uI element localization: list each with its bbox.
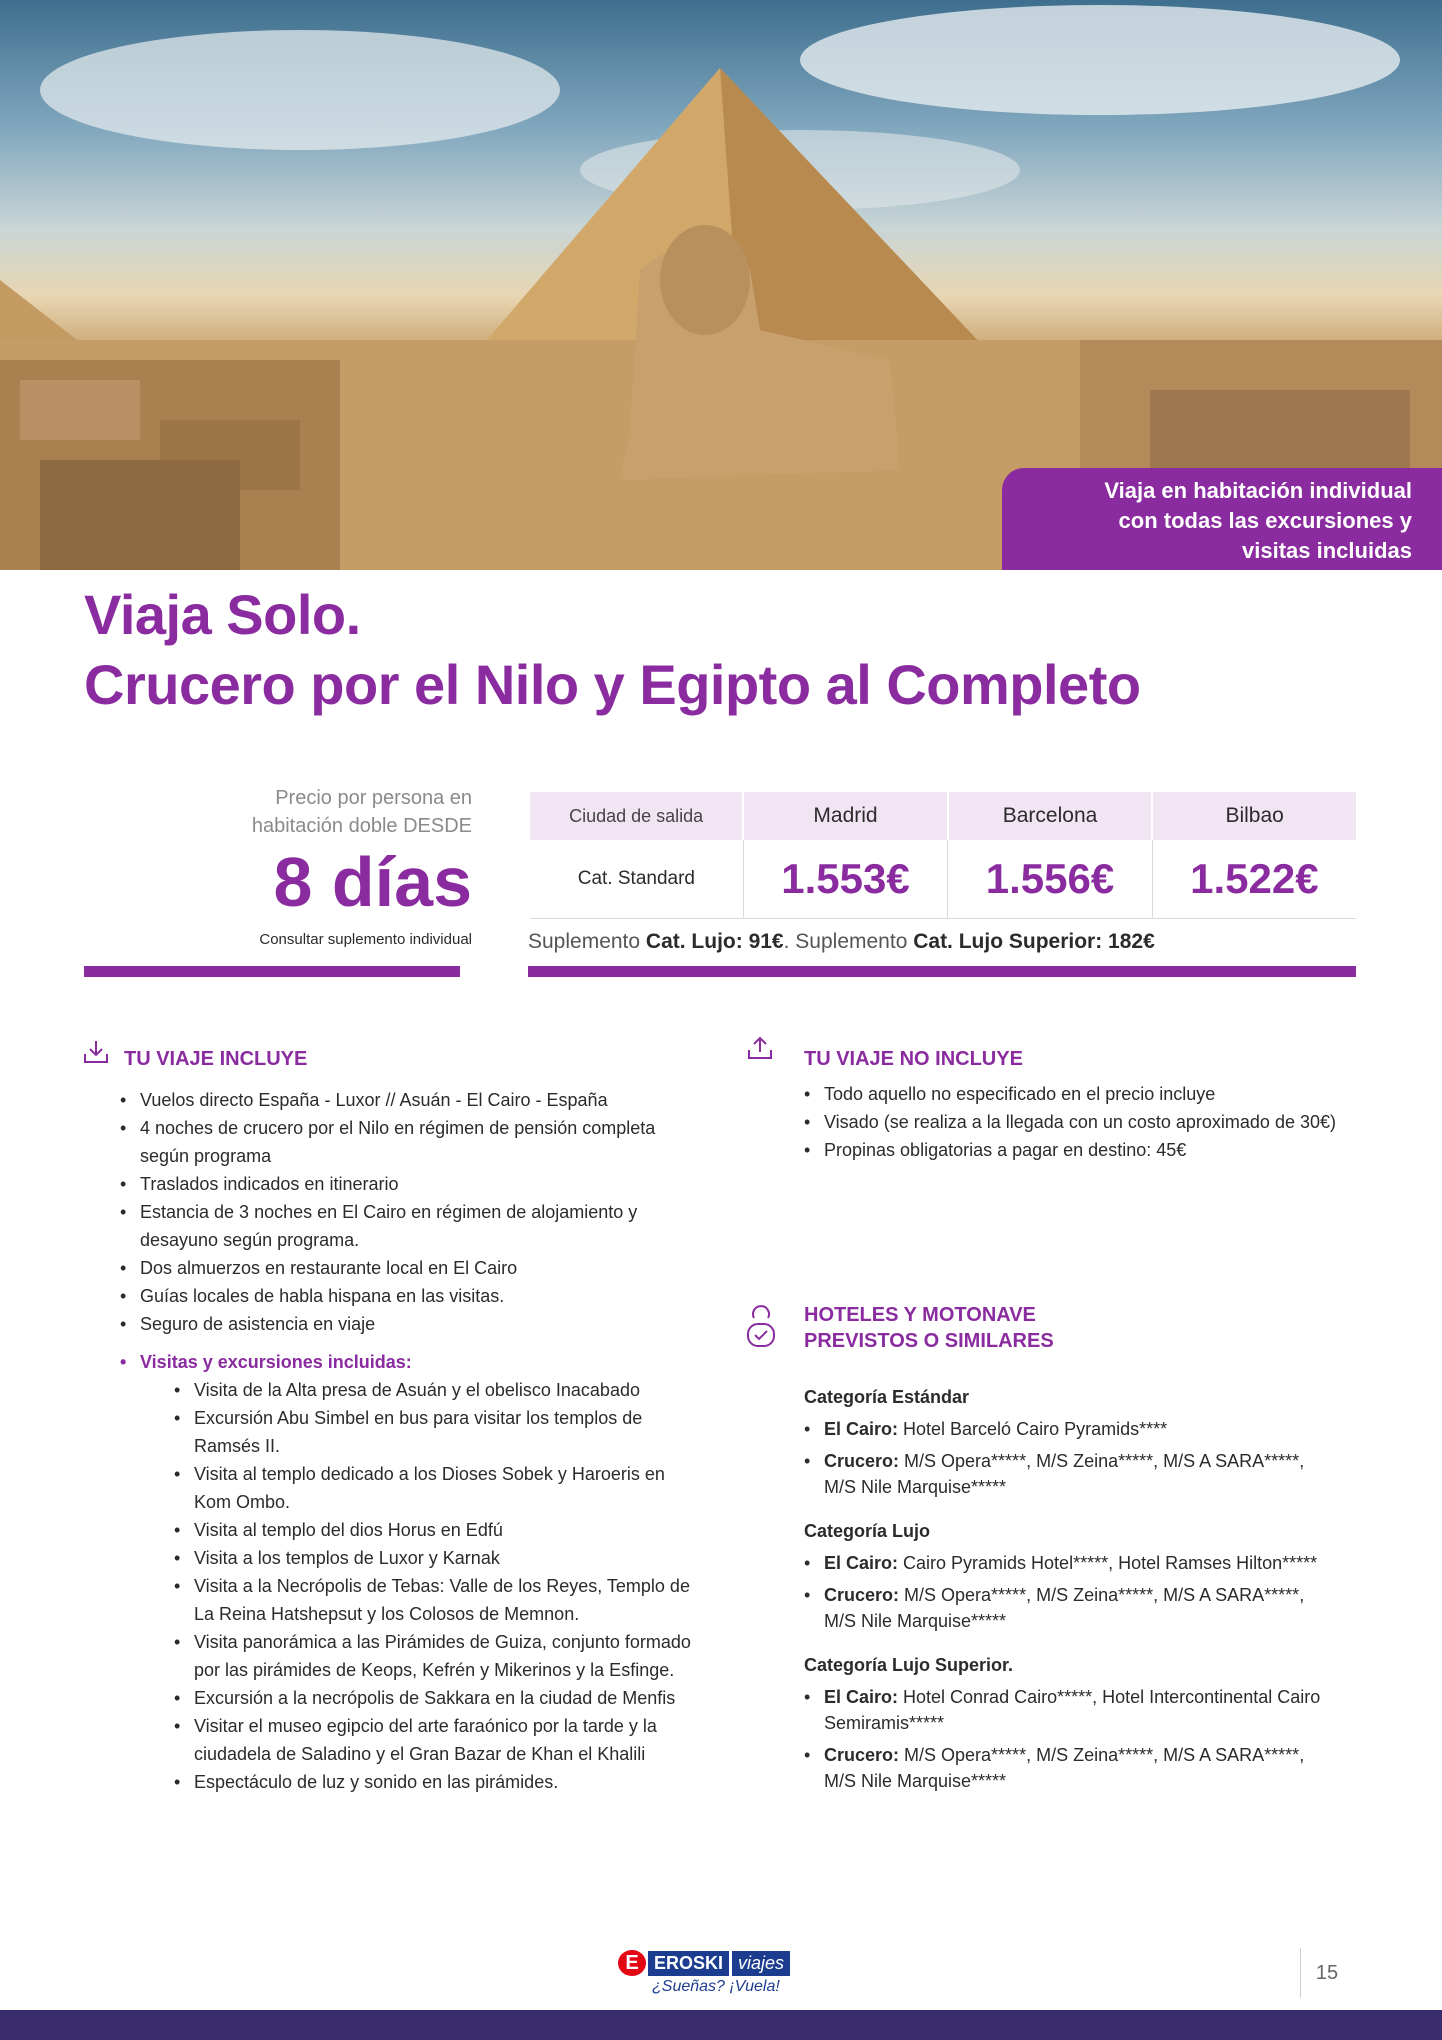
category-title: Categoría Lujo [804, 1521, 931, 1541]
hotels-list [804, 1384, 1324, 1812]
category-title: Categoría Lujo Superior. [804, 1655, 1014, 1675]
list-item: • Visita panorámica a las Pirámides de Guiza, conjunto formado por las pirámides de Keops, Kefrén y Mikerinos y la Esfinge. [174, 1628, 700, 1684]
logo-box [618, 1950, 790, 1976]
price-cell: 1.553€ [743, 840, 948, 919]
price-note-1: Precio por persona en [275, 787, 472, 809]
badge-line: visitas incluidas [1242, 538, 1412, 563]
entry-text: M/S Opera*****, M/S Zeina*****, M/S A SARA*****, M/S Nile Marquise***** [824, 1745, 1305, 1791]
logo-name: EROSKI [648, 1951, 729, 1976]
list-item: • Excursión a la necrópolis de Sakkara en la ciudad de Menfis [174, 1684, 700, 1712]
price-table [530, 792, 1356, 919]
price-note-2: habitación doble DESDE [251, 815, 472, 837]
list-item: • Visita a los templos de Luxor y Karnak [174, 1544, 700, 1572]
list-item: • Visitar el museo egipcio del arte faraónico por la tarde y la ciudadela de Saladino y el Gran Bazar de Khan el Khalili [174, 1712, 700, 1768]
accent-bar [84, 966, 460, 977]
hotel-entry [804, 1416, 1324, 1442]
visits-heading [120, 1348, 700, 1796]
header-city: Barcelona [948, 792, 1153, 840]
list-item: • Guías locales de habla hispana en las visitas. [120, 1282, 700, 1310]
entry-label: El Cairo: [824, 1419, 899, 1439]
hotels-heading-line-1: HOTELES Y MOTONAVE [804, 1304, 1036, 1326]
title-line-1: Viaja Solo. [84, 583, 361, 646]
excludes-list [804, 1080, 1354, 1164]
list-item: • Todo aquello no especificado en el precio incluye [804, 1080, 1354, 1108]
price-table-row [530, 840, 1356, 919]
hotel-entry [804, 1742, 1324, 1794]
category-entries [804, 1550, 1324, 1634]
bottom-bar [0, 2010, 1442, 2040]
category-title: Categoría Estándar [804, 1387, 970, 1407]
badge-line: con todas las excursiones y [1118, 508, 1412, 533]
entry-text: M/S Opera*****, M/S Zeina*****, M/S A SARA*****, M/S Nile Marquise***** [824, 1451, 1305, 1497]
entry-label: Crucero: [824, 1585, 900, 1605]
list-item: • Traslados indicados en itinerario [120, 1170, 700, 1198]
header-city: Madrid [743, 792, 948, 840]
list-item: • Visado (se realiza a la llegada con un costo aproximado de 30€) [804, 1108, 1354, 1136]
hotels-heading-line-2: PREVISTOS O SIMILARES [804, 1330, 1054, 1352]
page-number: 15 [1300, 1948, 1353, 1998]
list-item: • Visita al templo del dios Horus en Edfú [174, 1516, 700, 1544]
trip-duration: 8 días [273, 843, 472, 921]
entry-text: Cairo Pyramids Hotel*****, Hotel Ramses Hilton***** [898, 1553, 1318, 1573]
entry-label: El Cairo: [824, 1553, 899, 1573]
price-cell: 1.522€ [1152, 840, 1356, 919]
list-item: • Visita a la Necrópolis de Tebas: Valle de los Reyes, Templo de La Reina Hatshepsut y los Colosos de Memnon. [174, 1572, 700, 1628]
hotel-entry [804, 1684, 1324, 1736]
entry-label: Crucero: [824, 1745, 900, 1765]
brand-logo [618, 1950, 790, 1996]
list-item: • Excursión Abu Simbel en bus para visitar los templos de Ramsés II. [174, 1404, 700, 1460]
list-item: • Visita de la Alta presa de Asuán y el obelisco Inacabado [174, 1376, 700, 1404]
price-cell: 1.556€ [948, 840, 1153, 919]
supl-label: Cat. Lujo Superior [913, 930, 1096, 953]
price-table-header [530, 792, 1356, 840]
logo-viajes: viajes [732, 1951, 790, 1976]
download-icon [82, 1038, 110, 1071]
header-departure-city: Ciudad de salida [530, 792, 743, 840]
logo-slogan: ¿Sueñas? ¡Vuela! [652, 1978, 780, 1995]
badge-line: Viaja en habitación individual [1104, 478, 1412, 503]
category-entries [804, 1416, 1324, 1500]
list-item: • Visita al templo dedicado a los Dioses Sobek y Haroeris en Kom Ombo. [174, 1460, 700, 1516]
row-category: Cat. Standard [530, 840, 743, 919]
entry-label: Crucero: [824, 1451, 900, 1471]
accent-bar [528, 966, 1356, 977]
hotel-entry [804, 1582, 1324, 1634]
supl-value: : 91€ [735, 930, 784, 953]
entry-label: El Cairo: [824, 1687, 899, 1707]
list-item: • Espectáculo de luz y sonido en las pirámides. [174, 1768, 700, 1796]
logo-mark: E [618, 1950, 646, 1976]
page-title [84, 580, 1141, 720]
list-item: • Seguro de asistencia en viaje [120, 1310, 700, 1338]
upload-icon [746, 1034, 774, 1067]
list-item: • Dos almuerzos en restaurante local en El Cairo [120, 1254, 700, 1282]
category-entries [804, 1684, 1324, 1794]
excludes-heading: TU VIAJE NO INCLUYE [804, 1048, 1023, 1070]
visits-list [140, 1376, 700, 1796]
list-item: • Estancia de 3 noches en El Cairo en régimen de alojamiento y desayuno según programa. [120, 1198, 700, 1254]
entry-text: Hotel Conrad Cairo*****, Hotel Intercontinental Cairo Semiramis***** [824, 1687, 1321, 1733]
hero-image [0, 0, 1442, 570]
hero-badge [1002, 468, 1442, 570]
entry-text: Hotel Barceló Cairo Pyramids**** [898, 1419, 1168, 1439]
entry-text: M/S Opera*****, M/S Zeina*****, M/S A SARA*****, M/S Nile Marquise***** [824, 1585, 1305, 1631]
hotel-entry [804, 1550, 1324, 1576]
list-item: • Propinas obligatorias a pagar en destino: 45€ [804, 1136, 1354, 1164]
supl-prefix: Suplemento [528, 930, 646, 953]
hotels-heading [804, 1302, 1054, 1354]
list-item: • Vuelos directo España - Luxor // Asuán - El Cairo - España [120, 1086, 700, 1114]
includes-heading: TU VIAJE INCLUYE [124, 1048, 308, 1070]
supplements-line [528, 930, 1155, 954]
list-item: • 4 noches de crucero por el Nilo en régimen de pensión completa según programa [120, 1114, 700, 1170]
supl-prefix: . Suplemento [783, 930, 914, 953]
visits-heading-text: Visitas y excursiones incluidas: [140, 1352, 412, 1372]
supl-label: Cat. Lujo [645, 930, 736, 953]
price-summary [84, 784, 472, 950]
hotel-key-icon [744, 1302, 778, 1355]
title-line-2: Crucero por el Nilo y Egipto al Completo [84, 653, 1141, 716]
includes-list [120, 1086, 700, 1796]
hotel-entry [804, 1448, 1324, 1500]
supl-value: : 182€ [1095, 930, 1155, 953]
supplement-note: Consultar suplemento individual [259, 931, 472, 948]
header-city: Bilbao [1152, 792, 1356, 840]
